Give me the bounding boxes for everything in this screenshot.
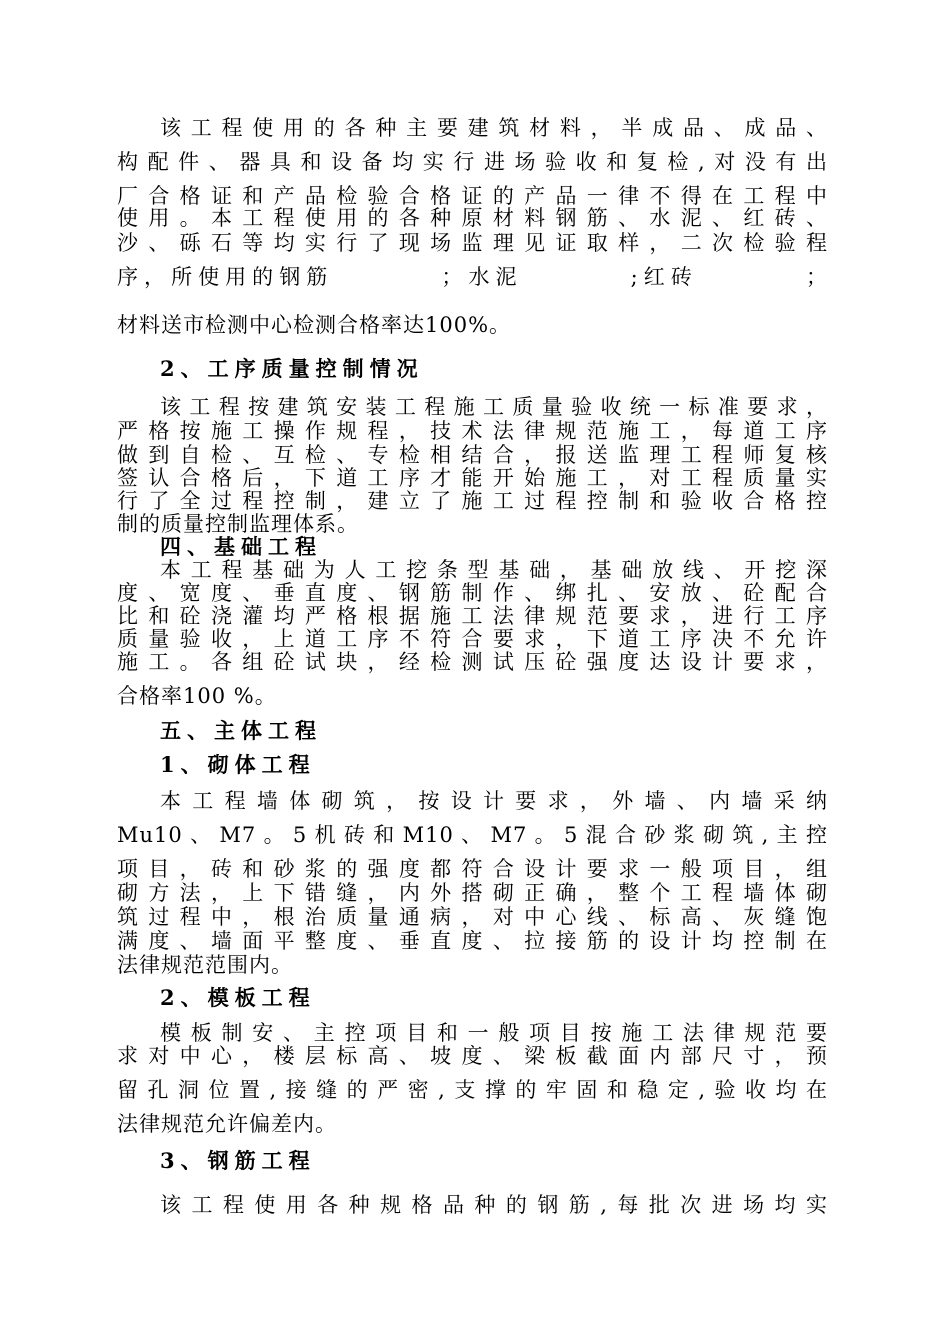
paragraph-line: 制的质量控制监理体系。 [117, 512, 359, 536]
paragraph-line: 度、宽度、垂直度、钢筋制作、绑扎、安放、砼配合 [117, 581, 828, 605]
paragraph-line: 满度、墙面平整度、垂直度、拉接筋的设计均控制在 [117, 929, 828, 953]
paragraph-line: 砌方法，上下错缝，内外搭砌正确，整个工程墙体砌 [117, 881, 828, 905]
paragraph-line: 质量验收，上道工序不符合要求，下道工序决不允许 [117, 627, 828, 651]
section-heading: 2、工序质量控制情况 [160, 356, 424, 381]
section-heading: 四、基础工程 [160, 534, 322, 559]
paragraph-line: 序，所使用的钢筋 ；水泥 ;红砖 ； [117, 265, 828, 289]
paragraph-line: 筑过程中，根治质量通病，对中心线、标高、灰缝饱 [117, 905, 828, 929]
paragraph-line: 签认合格后，下道工序才能开始施工，对工程质量实 [117, 466, 828, 490]
section-heading: 2、模板工程 [160, 985, 316, 1010]
paragraph-line: 比和砼浇灌均严格根据施工法律规范要求，进行工序 [117, 604, 828, 628]
paragraph-line: 法律规范允许偏差内。 [117, 1112, 337, 1136]
paragraph-line: 本工程墙体砌筑，按设计要求，外墙、内墙采纳 [160, 789, 828, 813]
paragraph-line: 留孔洞位置,接缝的严密,支撑的牢固和稳定,验收均在 [117, 1078, 828, 1102]
paragraph-line: 施工。各组砼试块，经检测试压砼强度达设计要求， [117, 650, 828, 674]
paragraph-line: 做到自检、互检、专检相结合，报送监理工程师复核 [117, 443, 828, 467]
paragraph-line: 使用。本工程使用的各种原材料钢筋、水泥、红砖、 [117, 206, 828, 230]
paragraph-line: Mu10、M7。5机砖和M10、M7。5混合砂浆砌筑,主控 [117, 823, 828, 847]
paragraph-line: 模板制安、主控项目和一般项目按施工法律规范要 [160, 1021, 828, 1045]
paragraph-line: 严格按施工操作规程，技术法律规范施工，每道工序 [117, 419, 828, 443]
paragraph-line: 材料送市检测中心检测合格率达100%。 [117, 313, 512, 337]
paragraph-line: 项目，砖和砂浆的强度都符合设计要求一般项目，组 [117, 857, 828, 881]
paragraph-line: 沙、砾石等均实行了现场监理见证取样，二次检验程 [117, 231, 828, 255]
paragraph-line: 合格率100 %。 [117, 684, 277, 708]
paragraph-line: 该工程使用的各种主要建筑材料，半成品、成品、 [160, 116, 828, 140]
paragraph-line: 本工程基础为人工挖条型基础，基础放线、开挖深 [160, 558, 828, 582]
section-heading: 3、钢筋工程 [160, 1148, 316, 1173]
section-heading: 五、主体工程 [160, 718, 322, 743]
paragraph-line: 该工程使用各种规格品种的钢筋,每批次进场均实 [160, 1193, 828, 1217]
paragraph-line: 求对中心，楼层标高、坡度、梁板截面内部尺寸，预 [117, 1044, 828, 1068]
section-heading: 1、砌体工程 [160, 752, 316, 777]
paragraph-line: 构配件、器具和设备均实行进场验收和复检,对没有出 [117, 150, 828, 174]
paragraph-line: 厂合格证和产品检验合格证的产品一律不得在工程中 [117, 184, 828, 208]
paragraph-line: 行了全过程控制，建立了施工过程控制和验收合格控 [117, 489, 828, 513]
paragraph-line: 该工程按建筑安装工程施工质量验收统一标准要求， [160, 395, 828, 419]
paragraph-line: 法律规范范围内。 [117, 953, 293, 977]
